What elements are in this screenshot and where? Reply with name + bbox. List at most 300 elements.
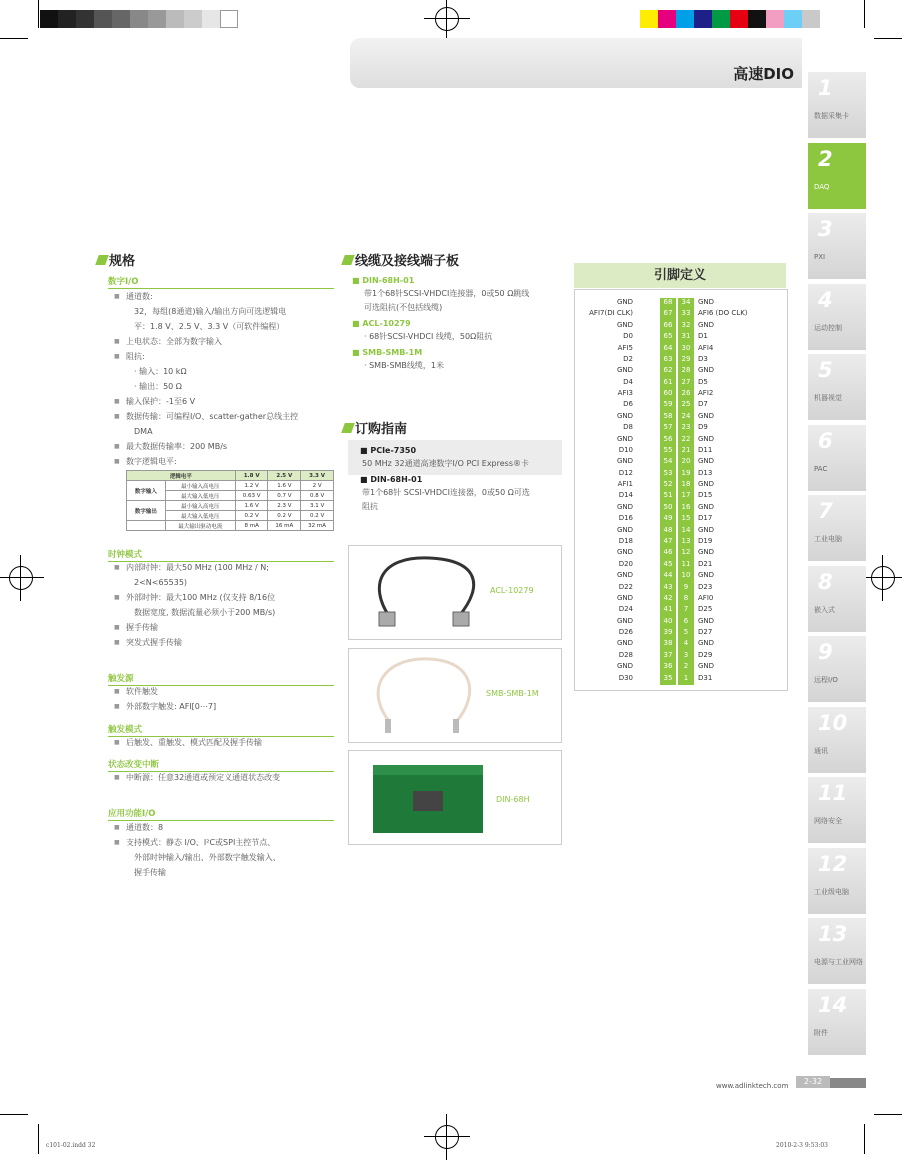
table-header-cell: 3.3 V <box>301 471 334 481</box>
pin-signal-right: GND <box>698 548 715 557</box>
pin-number-left: 44 <box>663 571 673 580</box>
pin-signal-right: GND <box>698 525 715 534</box>
clock-list <box>114 560 334 650</box>
pin-signal-right: D3 <box>698 354 708 363</box>
pin-signal-left: GND <box>616 571 633 580</box>
product-name: ■ ACL-10279 <box>352 319 562 328</box>
pin-number-right: 31 <box>681 332 691 341</box>
pin-signal-left: D0 <box>623 332 633 341</box>
chapter-tab-6[interactable] <box>808 425 866 493</box>
pin-row <box>575 491 787 502</box>
pin-signal-right: GND <box>698 616 715 625</box>
pin-number-left: 54 <box>663 457 673 466</box>
pin-row <box>575 446 787 457</box>
table-row <box>127 501 334 511</box>
trigger-mode-list <box>114 735 334 750</box>
table-cell: 最大输入低电压 <box>165 491 235 501</box>
pin-number-right: 22 <box>681 434 691 443</box>
spec-item: DMA <box>134 427 153 436</box>
footer-url: www.adlinktech.com <box>716 1082 789 1090</box>
trim-mark <box>864 1124 865 1154</box>
chapter-tab-number: 9 <box>818 640 833 664</box>
pin-row <box>575 583 787 594</box>
pin-signal-right: D17 <box>698 514 713 523</box>
pin-row <box>575 389 787 400</box>
page-number: 2-32 <box>796 1076 830 1088</box>
pin-number-right: 16 <box>681 502 691 511</box>
product-description: 阻抗 <box>362 502 378 511</box>
chapter-tab-7[interactable] <box>808 495 866 563</box>
pin-number-right: 1 <box>683 673 689 682</box>
spec-item: 平：1.8 V、2.5 V、3.3 V（可软件编程） <box>134 322 285 331</box>
pin-signal-left: D4 <box>623 377 633 386</box>
pin-row <box>575 674 787 685</box>
pin-signal-left: D14 <box>618 491 633 500</box>
table-cell: 最大输出驱动电流 <box>165 521 235 531</box>
pin-number-left: 42 <box>663 593 673 602</box>
chapter-tab-11[interactable] <box>808 777 866 845</box>
pin-signal-right: D7 <box>698 400 708 409</box>
spec-item: ■ 最大数据传输率：200 MB/s <box>114 439 334 454</box>
spec-item: ■ 外部数字触发: AFI[0⋯7] <box>114 699 334 714</box>
pin-number-left: 56 <box>663 434 673 443</box>
registration-mark-bottom <box>432 1122 462 1152</box>
pin-number-left: 46 <box>663 548 673 557</box>
trim-mark <box>874 38 902 39</box>
pin-row <box>575 469 787 480</box>
product-description: · 68针SCSI-VHDCI 线缆，50Ω阻抗 <box>364 332 493 341</box>
pin-signal-left: GND <box>616 639 633 648</box>
pin-signal-right: GND <box>698 639 715 648</box>
table-cell: 3.1 V <box>301 501 334 511</box>
chapter-tab-8[interactable] <box>808 566 866 634</box>
pin-number-left: 51 <box>663 491 673 500</box>
chapter-tab-label: 数据采集卡 <box>814 112 849 120</box>
trim-mark <box>0 1114 28 1115</box>
cables-list <box>352 272 562 373</box>
pin-number-left: 64 <box>663 343 673 352</box>
pin-row <box>575 605 787 616</box>
pin-signal-right: D31 <box>698 673 713 682</box>
chapter-tab-3[interactable] <box>808 213 866 281</box>
chapter-tab-label: 运动控制 <box>814 323 842 332</box>
pin-number-right: 17 <box>681 491 691 500</box>
pin-row <box>575 344 787 355</box>
pin-row <box>575 355 787 366</box>
table-group-cell: 数字输入 <box>127 481 166 501</box>
spec-item: ■ 支持模式：静态 I/O、I²C或SPI主控节点、 <box>114 835 334 850</box>
trim-mark <box>38 1124 39 1154</box>
pin-number-left: 41 <box>663 605 673 614</box>
trim-mark <box>38 0 39 28</box>
registration-mark-top <box>432 4 462 34</box>
spec-item: ■ 软件触发 <box>114 684 334 699</box>
table-cell: 最小输入高电压 <box>165 481 235 491</box>
pin-number-left: 65 <box>663 332 673 341</box>
chapter-tab-10[interactable] <box>808 707 866 775</box>
pin-signal-right: D13 <box>698 468 713 477</box>
chapter-tab-number: 2 <box>818 146 833 171</box>
chapter-tab-4[interactable] <box>808 284 866 352</box>
spec-item: 2<N<65535) <box>134 578 188 587</box>
pin-number-right: 15 <box>681 514 691 523</box>
pin-number-right: 21 <box>681 445 691 454</box>
pin-number-left: 55 <box>663 445 673 454</box>
pin-number-left: 59 <box>663 400 673 409</box>
clock-heading: 时钟模式 <box>108 548 334 562</box>
pin-number-left: 67 <box>663 309 673 318</box>
pin-signal-left: GND <box>616 434 633 443</box>
table-header-cell: 逻辑电平 <box>127 471 236 481</box>
grayscale-bar <box>40 10 238 28</box>
chapter-tab-label: 工业电脑 <box>814 535 842 543</box>
digital-io-heading: 数字I/O <box>108 275 334 289</box>
pin-signal-left: GND <box>616 593 633 602</box>
table-cell: 1.6 V <box>235 501 268 511</box>
photo-label-din-68h: DIN-68H <box>496 795 530 804</box>
table-cell: 1.2 V <box>235 481 268 491</box>
pin-number-right: 30 <box>681 343 691 352</box>
trigger-mode-heading: 触发模式 <box>108 723 334 737</box>
pin-number-right: 20 <box>681 457 691 466</box>
pin-number-left: 62 <box>663 366 673 375</box>
pin-signal-left: D12 <box>618 468 633 477</box>
pin-signal-right: GND <box>698 366 715 375</box>
photo-label-smb-smb-1m: SMB-SMB-1M <box>486 689 539 698</box>
pin-number-left: 57 <box>663 423 673 432</box>
pin-number-left: 63 <box>663 354 673 363</box>
pin-signal-right: GND <box>698 571 715 580</box>
pin-number-right: 23 <box>681 423 691 432</box>
pin-number-right: 9 <box>683 582 689 591</box>
page-header <box>350 38 802 88</box>
pin-number-left: 68 <box>663 298 673 306</box>
product-description: · SMB-SMB线缆，1米 <box>364 361 444 370</box>
pin-signal-right: D27 <box>698 628 713 637</box>
pin-number-left: 36 <box>663 662 673 671</box>
chapter-tab-label: 电源与工业网络 <box>814 958 863 966</box>
table-header-cell: 2.5 V <box>268 471 301 481</box>
pin-signal-left: GND <box>616 320 633 329</box>
pin-number-left: 60 <box>663 389 673 398</box>
pin-row <box>575 639 787 650</box>
spec-item: 外部时钟输入/输出、外部数字触发输入、 <box>134 853 281 862</box>
pin-row <box>575 594 787 605</box>
pin-row <box>575 435 787 446</box>
pin-number-right: 2 <box>683 662 689 671</box>
spec-item: ■ 阻抗: <box>114 349 334 364</box>
pin-number-left: 40 <box>663 616 673 625</box>
pin-signal-right: D25 <box>698 605 713 614</box>
pin-row <box>575 503 787 514</box>
pin-signal-left: GND <box>616 525 633 534</box>
spec-item: ■ 外部时钟：最大100 MHz (仅支持 8/16位 <box>114 590 334 605</box>
pin-row <box>575 457 787 468</box>
color-bar <box>640 10 820 28</box>
pin-signal-left: D6 <box>623 400 633 409</box>
pin-row <box>575 298 787 309</box>
din-68h-photo <box>348 750 562 845</box>
pin-signal-right: GND <box>698 411 715 420</box>
spec-item: ■ 中断源：任意32通道或预定义通道状态改变 <box>114 770 334 785</box>
chapter-tab-label: 机器视觉 <box>814 394 842 402</box>
logic-level-table <box>126 470 334 531</box>
chapter-tab-14[interactable] <box>808 989 866 1057</box>
pin-signal-left: GND <box>616 662 633 671</box>
pin-signal-right: D9 <box>698 423 708 432</box>
chapter-tab-9[interactable] <box>808 636 866 704</box>
pin-row <box>575 560 787 571</box>
pin-number-left: 50 <box>663 502 673 511</box>
chapter-tab-number: 13 <box>818 922 848 946</box>
table-cell: 0.8 V <box>301 491 334 501</box>
pin-row <box>575 651 787 662</box>
chapter-tab-2[interactable] <box>808 143 866 211</box>
pin-number-right: 26 <box>681 389 691 398</box>
pin-signal-right: AFI4 <box>698 343 714 352</box>
registration-mark-left <box>6 563 36 593</box>
pin-signal-right: AFI6 (DO CLK) <box>698 309 748 318</box>
pin-signal-right: D5 <box>698 377 708 386</box>
chapter-tab-label: 附件 <box>814 1028 828 1037</box>
pin-signal-left: GND <box>616 366 633 375</box>
spec-item: ■ 上电状态：全部为数字输入 <box>114 334 334 349</box>
ordering-heading: 订购指南 <box>343 418 407 437</box>
pin-number-right: 10 <box>681 571 691 580</box>
pin-row <box>575 400 787 411</box>
page-title: 高速DIO <box>733 65 794 83</box>
pin-row <box>575 628 787 639</box>
slug-file: c101-02.indd 32 <box>46 1142 96 1149</box>
table-cell: 最小输入高电压 <box>165 501 235 511</box>
table-cell: 0.63 V <box>235 491 268 501</box>
pin-number-right: 7 <box>683 605 689 614</box>
pin-row <box>575 526 787 537</box>
pin-signal-left: AFI1 <box>617 480 633 489</box>
product-description: 带1个68针SCSI-VHDCI连接器，0或50 Ω跳线 <box>364 289 530 298</box>
app-io-list <box>114 820 334 880</box>
table-cell: 32 mA <box>301 521 334 531</box>
chapter-tab-label: 网络安全 <box>814 817 842 825</box>
pin-row <box>575 571 787 582</box>
pin-number-left: 61 <box>663 377 673 386</box>
pin-row <box>575 423 787 434</box>
pin-number-right: 28 <box>681 366 691 375</box>
pin-signal-left: GND <box>616 548 633 557</box>
pin-signal-right: GND <box>698 298 715 306</box>
pin-row <box>575 412 787 423</box>
pin-number-right: 13 <box>681 536 691 545</box>
chapter-tab-label: 远程I/O <box>814 676 838 684</box>
spec-item: · 输出：50 Ω <box>134 382 182 391</box>
pin-number-left: 39 <box>663 628 673 637</box>
spec-item: 握手传输 <box>134 868 166 877</box>
chapter-tab-number: 1 <box>818 76 833 100</box>
slug-date: 2010-2-3 9:53:03 <box>776 1142 828 1149</box>
pin-number-right: 14 <box>681 525 691 534</box>
pinout-heading: 引脚定义 <box>574 263 786 288</box>
pin-signal-right: GND <box>698 502 715 511</box>
pin-number-right: 5 <box>683 628 689 637</box>
spec-item: · 输入：10 kΩ <box>134 367 187 376</box>
trim-mark <box>0 38 28 39</box>
table-cell: 2.3 V <box>268 501 301 511</box>
pin-signal-left: D2 <box>623 354 633 363</box>
pin-number-right: 34 <box>681 298 691 306</box>
pin-signal-left: AFI3 <box>617 389 633 398</box>
pin-number-right: 27 <box>681 377 691 386</box>
product-description: 带1个68针 SCSI-VHDCI连接器，0或50 Ω可选 <box>362 488 530 497</box>
pin-signal-right: D23 <box>698 582 713 591</box>
pin-number-right: 18 <box>681 480 691 489</box>
pin-number-left: 45 <box>663 559 673 568</box>
pin-signal-left: D28 <box>618 650 633 659</box>
pin-signal-right: GND <box>698 480 715 489</box>
table-header-cell: 1.8 V <box>235 471 268 481</box>
table-cell: 8 mA <box>235 521 268 531</box>
chapter-tab-label: PXI <box>814 253 826 261</box>
pin-signal-right: D11 <box>698 445 713 454</box>
app-io-heading: 应用功能I/O <box>108 807 334 821</box>
table-cell: 16 mA <box>268 521 301 531</box>
pin-number-left: 47 <box>663 536 673 545</box>
pin-number-left: 43 <box>663 582 673 591</box>
pin-row <box>575 662 787 673</box>
chapter-tab-label: 嵌入式 <box>814 605 835 614</box>
pin-number-left: 66 <box>663 320 673 329</box>
pin-number-left: 52 <box>663 480 673 489</box>
pin-signal-left: D20 <box>618 559 633 568</box>
product-name: ■ PCIe-7350 <box>360 446 417 455</box>
table-row <box>127 521 334 531</box>
pin-signal-right: GND <box>698 457 715 466</box>
pin-row <box>575 378 787 389</box>
pin-row <box>575 514 787 525</box>
trigger-source-list <box>114 684 334 714</box>
table-cell: 最大输入低电压 <box>165 511 235 521</box>
chapter-tab-number: 12 <box>818 851 848 876</box>
chapter-tab-number: 11 <box>818 781 848 805</box>
pin-row <box>575 309 787 320</box>
product-description: 可选阻抗(不包括线缆) <box>364 303 443 312</box>
pin-number-right: 6 <box>683 616 689 625</box>
footer-bar <box>830 1078 866 1088</box>
pin-row <box>575 537 787 548</box>
chapter-tab-12[interactable] <box>808 848 866 916</box>
chapter-tab-1[interactable] <box>808 72 866 140</box>
pin-signal-left: AFI7(DI CLK) <box>589 309 633 318</box>
chapter-tab-13[interactable] <box>808 918 866 986</box>
table-group-cell: 数字输出 <box>127 501 166 521</box>
pin-number-right: 4 <box>683 639 689 648</box>
chapter-tab-5[interactable] <box>808 354 866 422</box>
pin-number-right: 33 <box>681 309 691 318</box>
pin-signal-left: GND <box>616 411 633 420</box>
pin-signal-right: GND <box>698 662 715 671</box>
pin-signal-right: GND <box>698 320 715 329</box>
pin-number-right: 29 <box>681 354 691 363</box>
table-cell: 0.7 V <box>268 491 301 501</box>
pin-signal-left: D18 <box>618 536 633 545</box>
digital-io-list <box>114 289 334 469</box>
pin-number-right: 3 <box>683 650 689 659</box>
pin-row <box>575 548 787 559</box>
pin-number-left: 37 <box>663 650 673 659</box>
pin-signal-left: D22 <box>618 582 633 591</box>
photo-label-acl-10279: ACL-10279 <box>490 586 534 595</box>
trim-mark <box>874 1114 902 1115</box>
table-cell: 2 V <box>301 481 334 491</box>
pin-number-right: 19 <box>681 468 691 477</box>
pin-row <box>575 617 787 628</box>
pin-signal-left: GND <box>616 457 633 466</box>
pin-number-right: 25 <box>681 400 691 409</box>
pin-row <box>575 366 787 377</box>
pin-signal-left: D8 <box>623 423 633 432</box>
chapter-tab-label: PAC <box>814 464 828 473</box>
pin-signal-right: D15 <box>698 491 713 500</box>
cos-heading: 状态改变中断 <box>108 758 334 772</box>
table-cell: 1.6 V <box>268 481 301 491</box>
cos-list <box>114 770 334 785</box>
spec-item: 32，每组(8通道)输入/输出方向可选逻辑电 <box>134 307 287 316</box>
spec-item: ■ 输入保护：-1至6 V <box>114 394 334 409</box>
pin-number-left: 35 <box>663 673 673 682</box>
pin-number-left: 53 <box>663 468 673 477</box>
pin-signal-left: D30 <box>618 673 633 682</box>
cables-heading: 线缆及接线端子板 <box>343 250 459 269</box>
chapter-tab-number: 3 <box>818 217 833 241</box>
chapter-tab-number: 10 <box>818 710 848 735</box>
pin-number-left: 38 <box>663 639 673 648</box>
pin-signal-right: D21 <box>698 559 713 568</box>
pin-signal-left: GND <box>616 298 633 306</box>
product-name: ■ DIN-68H-01 <box>352 276 562 285</box>
pin-number-right: 12 <box>681 548 691 557</box>
specs-heading: 规格 <box>97 250 135 269</box>
spec-item: 数据宽度, 数据流量必须小于200 MB/s) <box>134 608 276 617</box>
pin-signal-left: D26 <box>618 628 633 637</box>
spec-item: ■ 突发式握手传输 <box>114 635 334 650</box>
pin-number-left: 48 <box>663 525 673 534</box>
spec-item: ■ 后触发、重触发、模式匹配及握手传输 <box>114 735 334 750</box>
chapter-tab-number: 14 <box>818 992 848 1017</box>
pin-signal-left: GND <box>616 502 633 511</box>
pin-signal-right: AFI2 <box>698 389 714 398</box>
registration-mark-right <box>868 563 898 593</box>
spec-item: ■ 数据传输：可编程I/O、scatter-gather总线主控 <box>114 409 334 424</box>
pin-signal-right: GND <box>698 434 715 443</box>
pin-signal-left: D10 <box>618 445 633 454</box>
chapter-tab-number: 7 <box>818 499 833 523</box>
pin-number-left: 58 <box>663 411 673 420</box>
product-name: ■ SMB-SMB-1M <box>352 348 562 357</box>
product-name: ■ DIN-68H-01 <box>360 475 423 484</box>
table-cell: 0.2 V <box>235 511 268 521</box>
spec-item: ■ 数字逻辑电平: <box>114 454 334 469</box>
pin-number-left: 49 <box>663 514 673 523</box>
pin-signal-right: D1 <box>698 332 708 341</box>
pin-number-right: 8 <box>683 593 689 602</box>
chapter-tab-number: 5 <box>818 358 833 382</box>
chapter-tab-label: 通讯 <box>814 746 828 755</box>
chapter-tab-number: 8 <box>818 569 833 594</box>
pin-signal-right: AFI0 <box>698 593 714 602</box>
chapter-tab-label: DAQ <box>814 182 830 191</box>
spec-item: ■ 通道数: <box>114 289 334 304</box>
pin-signal-left: D24 <box>618 605 633 614</box>
product-description: 50 MHz 32通道高速数字I/O PCI Express®卡 <box>362 459 530 468</box>
